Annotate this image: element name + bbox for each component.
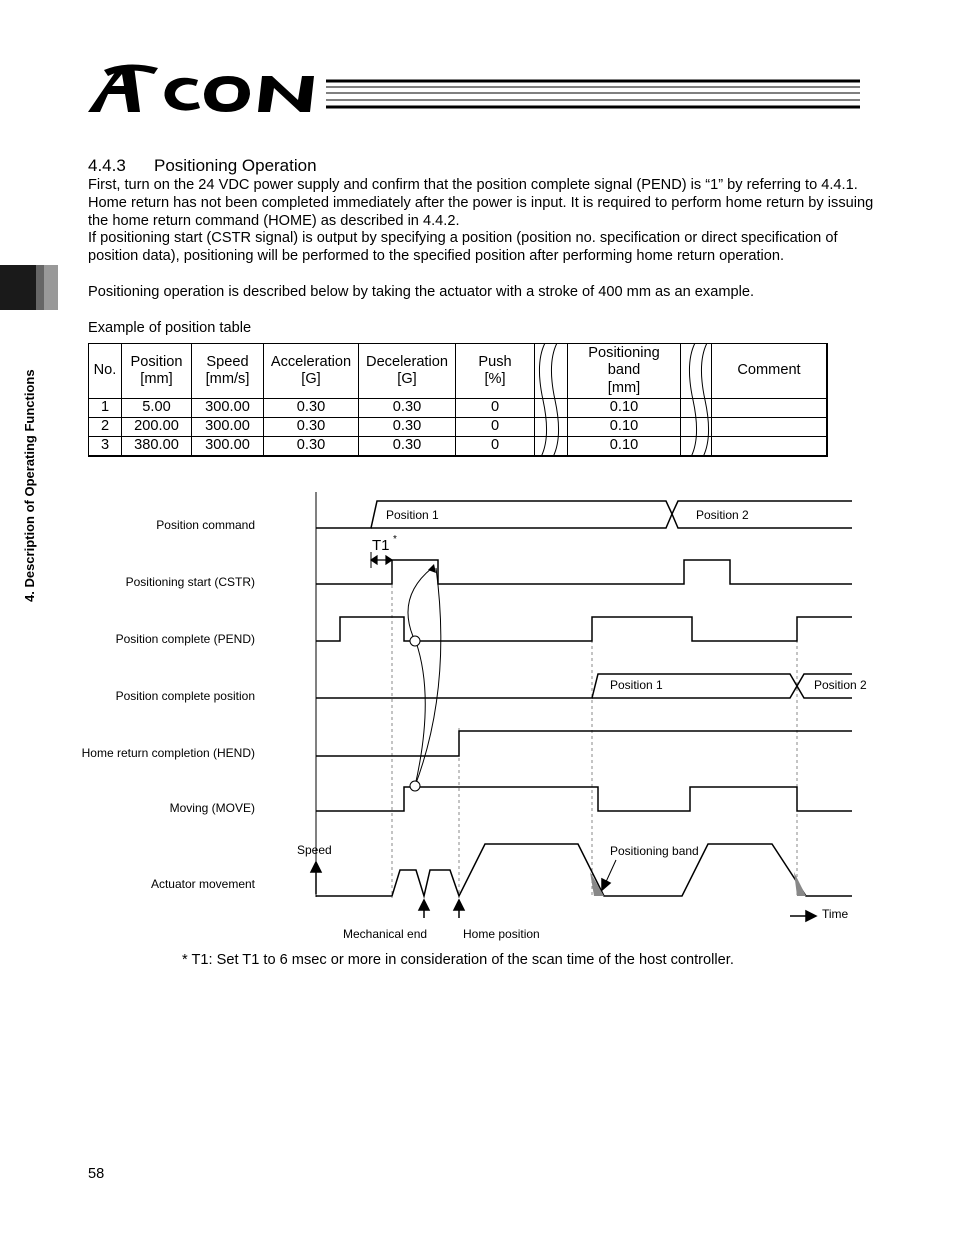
cell-deceleration: 0.30	[359, 418, 456, 437]
label-complete-position: Position complete position	[115, 689, 255, 703]
cell-no: 3	[89, 437, 122, 457]
label-actuator: Actuator movement	[150, 877, 255, 891]
paragraph: Positioning operation is described below by taking the actuator with a stroke of 400 mm as an example.	[88, 283, 755, 300]
section-heading	[88, 156, 317, 176]
label-positioning-band: Positioning band	[610, 844, 699, 858]
header-acceleration: Acceleration [G]	[264, 344, 359, 399]
header-no: No.	[89, 344, 122, 399]
label-pend: Position complete (PEND)	[115, 632, 255, 646]
chapter-tab-marker	[0, 265, 58, 310]
label-position-command: Position command	[156, 518, 255, 532]
label-t1: T1	[372, 537, 390, 554]
paragraph: First, turn on the 24 VDC power supply and confirm that the position complete signal (PEND) is “1” by referring to 4.4.1. Home return has not been completed immediately after the power is input. It is required to perform home return by issuing the home return command (HOME) as described in 4.4.2.	[88, 177, 874, 229]
cell-comment	[712, 437, 828, 457]
cell-comment	[712, 399, 828, 418]
label-position2: Position 2	[696, 508, 749, 522]
header-speed: Speed [mm/s]	[192, 344, 264, 399]
footnote: * T1: Set T1 to 6 msec or more in consideration of the scan time of the host controller.	[182, 952, 734, 968]
table-break-wave	[683, 343, 723, 457]
label-position1: Position 1	[386, 508, 439, 522]
cell-comment	[712, 418, 828, 437]
label-mechanical-end: Mechanical end	[343, 927, 428, 941]
paragraph: If positioning start (CSTR signal) is output by specifying a position (position no. specification or direct specification of position data), positioning will be performed to the specified position after performing home return operation.	[88, 230, 838, 265]
cell-position: 380.00	[122, 437, 192, 457]
cell-no: 2	[89, 418, 122, 437]
cell-acceleration: 0.30	[264, 399, 359, 418]
label-hend: Home return completion (HEND)	[81, 746, 255, 760]
label-t1-mark: *	[393, 534, 397, 545]
cell-deceleration: 0.30	[359, 437, 456, 457]
cell-band: 0.10	[568, 399, 681, 418]
section-body	[88, 177, 878, 302]
label-home-position: Home position	[463, 927, 540, 941]
cell-push: 0	[456, 399, 535, 418]
cell-speed: 300.00	[192, 399, 264, 418]
timing-diagram	[60, 488, 880, 948]
label-cstr: Positioning start (CSTR)	[125, 575, 255, 589]
cell-speed: 300.00	[192, 418, 264, 437]
acon-logo	[88, 62, 868, 116]
cell-acceleration: 0.30	[264, 418, 359, 437]
cell-position: 5.00	[122, 399, 192, 418]
cell-position: 200.00	[122, 418, 192, 437]
cell-deceleration: 0.30	[359, 399, 456, 418]
cell-speed: 300.00	[192, 437, 264, 457]
header-deceleration: Deceleration [G]	[359, 344, 456, 399]
header-push: Push [%]	[456, 344, 535, 399]
cell-acceleration: 0.30	[264, 437, 359, 457]
header-position: Position [mm]	[122, 344, 192, 399]
section-title: Positioning Operation	[154, 156, 317, 175]
table-caption: Example of position table	[88, 320, 252, 336]
label-time: Time	[822, 907, 849, 921]
label-move: Moving (MOVE)	[169, 801, 255, 815]
cell-push: 0	[456, 418, 535, 437]
header-comment: Comment	[712, 344, 828, 399]
page-number: 58	[88, 1166, 105, 1182]
section-number: 4.4.3	[88, 156, 126, 175]
header-band: Positioning band [mm]	[568, 344, 681, 399]
label-position1: Position 1	[610, 678, 663, 692]
chapter-side-label	[10, 320, 40, 610]
cell-band: 0.10	[568, 418, 681, 437]
cell-push: 0	[456, 437, 535, 457]
label-position2: Position 2	[814, 678, 867, 692]
label-speed: Speed	[297, 843, 332, 857]
svg-text:4. Description of Operating Fu: 4. Description of Operating Functions	[22, 369, 37, 602]
cell-band: 0.10	[568, 437, 681, 457]
cell-no: 1	[89, 399, 122, 418]
table-break-wave	[535, 343, 575, 457]
